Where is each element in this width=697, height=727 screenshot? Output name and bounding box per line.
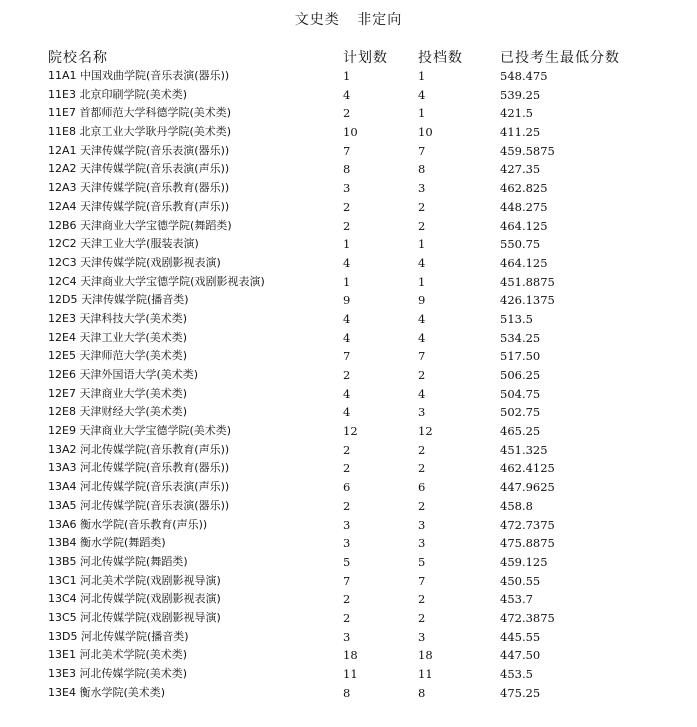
cell-filed: 2	[418, 218, 426, 233]
cell-filed: 3	[418, 629, 426, 644]
cell-plan: 2	[343, 461, 351, 476]
cell-filed: 1	[418, 106, 426, 121]
cell-school: 13B5 河北传媒学院(舞蹈类)	[48, 554, 188, 568]
cell-min-score: 450.55	[500, 573, 541, 588]
cell-school: 12E7 天津商业大学(美术类)	[48, 386, 188, 400]
cell-school: 12E8 天津财经大学(美术类)	[48, 405, 188, 419]
cell-school: 13C4 河北传媒学院(戏剧影视表演)	[48, 592, 221, 606]
cell-plan: 6	[343, 480, 351, 495]
cell-filed: 3	[418, 181, 426, 196]
cell-school: 12E4 天津工业大学(美术类)	[48, 330, 188, 344]
table-row	[48, 422, 688, 441]
cell-filed: 8	[418, 162, 426, 177]
cell-min-score: 465.25	[500, 424, 541, 439]
table-row	[48, 142, 688, 161]
cell-school: 13A6 衡水学院(音乐教育(声乐))	[48, 517, 208, 531]
table-row	[48, 609, 688, 628]
cell-plan: 2	[343, 498, 351, 513]
cell-school: 13D5 河北传媒学院(播音类)	[48, 629, 189, 643]
cell-school: 12E5 天津师范大学(美术类)	[48, 349, 188, 363]
cell-filed: 7	[418, 573, 426, 588]
cell-plan: 2	[343, 106, 351, 121]
cell-min-score: 472.3875	[500, 610, 555, 625]
table-row	[48, 403, 688, 422]
cell-school: 12A3 天津传媒学院(音乐教育(器乐))	[48, 181, 230, 195]
cell-filed: 3	[418, 536, 426, 551]
cell-filed: 11	[418, 667, 433, 681]
cell-filed: 4	[418, 330, 426, 345]
cell-plan: 4	[343, 330, 351, 345]
cell-plan: 8	[343, 685, 351, 700]
cell-plan: 9	[343, 293, 351, 308]
cell-plan: 1	[343, 237, 351, 252]
cell-filed: 4	[418, 255, 426, 270]
table-row	[48, 104, 688, 123]
cell-plan: 18	[343, 648, 358, 663]
table-row	[48, 590, 688, 609]
cell-min-score: 534.25	[500, 330, 541, 345]
table-row	[48, 67, 688, 86]
cell-filed: 2	[418, 461, 426, 476]
cell-school: 13E1 河北美术学院(美术类)	[48, 648, 188, 662]
cell-min-score: 411.25	[500, 125, 541, 140]
cell-min-score: 464.125	[500, 218, 548, 233]
cell-min-score: 453.5	[500, 667, 533, 681]
cell-min-score: 426.1375	[500, 293, 555, 308]
page-title	[0, 9, 697, 29]
cell-plan: 3	[343, 536, 351, 551]
cell-plan: 3	[343, 629, 351, 644]
table-row	[48, 273, 688, 292]
table-row	[48, 198, 688, 217]
header-filed: 投档数	[418, 50, 463, 66]
title-subtype: 非定向	[357, 12, 403, 28]
table-row	[48, 497, 688, 516]
cell-school: 13C1 河北美术学院(戏剧影视导演)	[48, 573, 221, 587]
cell-plan: 12	[343, 424, 358, 439]
table-row	[48, 291, 688, 310]
cell-min-score: 451.325	[500, 442, 548, 457]
cell-filed: 2	[418, 610, 426, 625]
cell-school: 11E8 北京工业大学耿丹学院(美术类)	[48, 125, 232, 139]
cell-filed: 1	[418, 237, 426, 252]
cell-plan: 3	[343, 181, 351, 196]
table-row	[48, 478, 688, 497]
cell-school: 13B4 衡水学院(舞蹈类)	[48, 536, 166, 550]
cell-filed: 2	[418, 199, 426, 214]
cell-min-score: 447.50	[500, 648, 541, 663]
cell-plan: 1	[343, 274, 351, 289]
table-row	[48, 628, 688, 647]
cell-min-score: 517.50	[500, 349, 541, 364]
cell-filed: 9	[418, 293, 426, 308]
cell-filed: 6	[418, 480, 426, 495]
cell-filed: 3	[418, 517, 426, 532]
cell-school: 13A5 河北传媒学院(音乐表演(器乐))	[48, 498, 230, 512]
cell-school: 12E9 天津商业大学宝德学院(美术类)	[48, 424, 232, 438]
cell-school: 13E3 河北传媒学院(美术类)	[48, 667, 188, 680]
cell-plan: 4	[343, 255, 351, 270]
cell-min-score: 421.5	[500, 106, 533, 121]
cell-school: 13E4 衡水学院(美术类)	[48, 685, 166, 699]
cell-school: 12E3 天津科技大学(美术类)	[48, 311, 188, 325]
table-row	[48, 310, 688, 329]
cell-school: 12A1 天津传媒学院(音乐表演(器乐))	[48, 143, 230, 157]
cell-filed: 7	[418, 143, 426, 158]
table-body	[48, 67, 688, 702]
table-header	[48, 47, 688, 67]
table-row	[48, 123, 688, 142]
cell-plan: 7	[343, 143, 351, 158]
cell-filed: 7	[418, 349, 426, 364]
cell-school: 13A3 河北传媒学院(音乐教育(器乐))	[48, 461, 230, 475]
cell-plan: 2	[343, 199, 351, 214]
cell-min-score: 458.8	[500, 498, 533, 513]
title-category: 文史类	[294, 12, 340, 28]
table-row	[48, 684, 688, 703]
table-row	[48, 235, 688, 254]
cell-min-score: 550.75	[500, 237, 541, 252]
cell-filed: 1	[418, 69, 426, 83]
cell-plan: 2	[343, 368, 351, 382]
cell-filed: 10	[418, 125, 433, 140]
cell-filed: 12	[418, 424, 433, 439]
cell-filed: 2	[418, 498, 426, 513]
cell-plan: 4	[343, 87, 351, 102]
table-row	[48, 217, 688, 236]
cell-plan: 5	[343, 554, 351, 569]
cell-filed: 2	[418, 592, 426, 607]
table-row	[48, 572, 688, 591]
cell-min-score: 427.35	[500, 162, 541, 177]
table-row	[48, 86, 688, 105]
header-min-score: 已投考生最低分数	[500, 50, 620, 66]
cell-min-score: 462.825	[500, 181, 548, 196]
cell-min-score: 506.25	[500, 368, 541, 382]
table-row	[48, 254, 688, 273]
cell-plan: 3	[343, 517, 351, 532]
table-row	[48, 160, 688, 179]
table-row	[48, 329, 688, 348]
cell-plan: 2	[343, 592, 351, 607]
cell-plan: 11	[343, 667, 358, 681]
cell-school: 11E7 首都师范大学科德学院(美术类)	[48, 106, 232, 120]
cell-min-score: 451.8875	[500, 274, 555, 289]
cell-plan: 4	[343, 311, 351, 326]
cell-filed: 4	[418, 87, 426, 102]
cell-plan: 1	[343, 69, 351, 83]
cell-min-score: 475.8875	[500, 536, 555, 551]
table-row	[48, 179, 688, 198]
table-row	[48, 553, 688, 572]
cell-min-score: 475.25	[500, 685, 541, 700]
cell-plan: 2	[343, 218, 351, 233]
cell-school: 12A4 天津传媒学院(音乐教育(声乐))	[48, 199, 230, 213]
table-row	[48, 516, 688, 535]
cell-filed: 4	[418, 386, 426, 401]
cell-school: 12A2 天津传媒学院(音乐表演(声乐))	[48, 162, 230, 176]
cell-min-score: 539.25	[500, 87, 541, 102]
table-row	[48, 646, 688, 665]
header-plan: 计划数	[343, 50, 388, 66]
cell-min-score: 453.7	[500, 592, 533, 607]
cell-filed: 4	[418, 311, 426, 326]
cell-filed: 18	[418, 648, 433, 663]
header-school: 院校名称	[48, 50, 108, 66]
cell-filed: 8	[418, 685, 426, 700]
table-row	[48, 385, 688, 404]
cell-plan: 8	[343, 162, 351, 177]
cell-plan: 2	[343, 442, 351, 457]
cell-school: 12B6 天津商业大学宝德学院(舞蹈类)	[48, 218, 232, 232]
cell-min-score: 513.5	[500, 311, 533, 326]
cell-min-score: 502.75	[500, 405, 541, 420]
cell-school: 13A2 河北传媒学院(音乐教育(声乐))	[48, 442, 230, 456]
cell-min-score: 504.75	[500, 386, 541, 401]
cell-school: 12D5 天津传媒学院(播音类)	[48, 293, 189, 307]
cell-filed: 3	[418, 405, 426, 420]
cell-plan: 4	[343, 405, 351, 420]
cell-min-score: 459.125	[500, 554, 548, 569]
cell-min-score: 445.55	[500, 629, 541, 644]
cell-plan: 7	[343, 573, 351, 588]
cell-filed: 5	[418, 554, 426, 569]
table-row	[48, 665, 688, 684]
table-row	[48, 347, 688, 366]
cell-filed: 2	[418, 368, 426, 382]
cell-school: 11A1 中国戏曲学院(音乐表演(器乐))	[48, 69, 230, 82]
cell-school: 12C4 天津商业大学宝德学院(戏剧影视表演)	[48, 274, 265, 288]
cell-min-score: 447.9625	[500, 480, 555, 495]
cell-school: 11E3 北京印刷学院(美术类)	[48, 87, 188, 101]
cell-min-score: 462.4125	[500, 461, 555, 476]
cell-filed: 1	[418, 274, 426, 289]
cell-school: 12E6 天津外国语大学(美术类)	[48, 368, 199, 381]
cell-min-score: 448.275	[500, 199, 548, 214]
cell-min-score: 548.475	[500, 69, 548, 83]
cell-plan: 7	[343, 349, 351, 364]
cell-school: 13A4 河北传媒学院(音乐表演(声乐))	[48, 480, 230, 494]
cell-school: 12C3 天津传媒学院(戏剧影视表演)	[48, 255, 221, 269]
cell-school: 13C5 河北传媒学院(戏剧影视导演)	[48, 610, 221, 624]
cell-plan: 2	[343, 610, 351, 625]
cell-min-score: 472.7375	[500, 517, 555, 532]
cell-school: 12C2 天津工业大学(服装表演)	[48, 237, 199, 251]
cell-min-score: 464.125	[500, 255, 548, 270]
cell-filed: 2	[418, 442, 426, 457]
table-row	[48, 366, 688, 385]
cell-plan: 10	[343, 125, 358, 140]
table-row	[48, 534, 688, 553]
table-row	[48, 459, 688, 478]
cell-min-score: 459.5875	[500, 143, 555, 158]
table-row	[48, 441, 688, 460]
cell-plan: 4	[343, 386, 351, 401]
